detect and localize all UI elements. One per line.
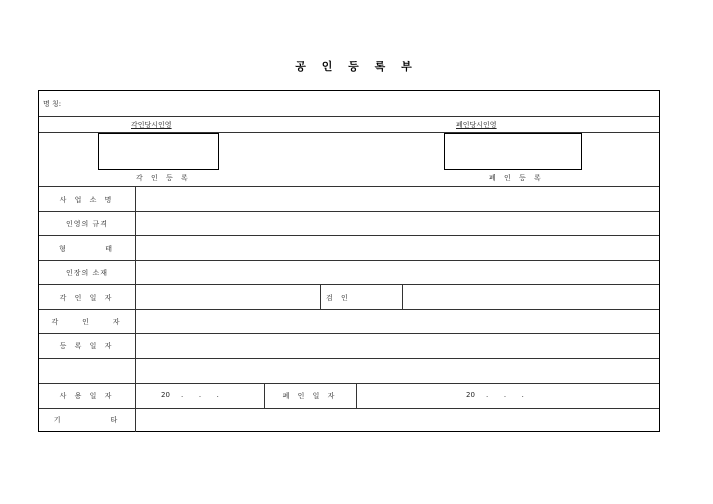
inspection-label: 검 인: [326, 294, 351, 302]
name-label: 명 칭:: [43, 100, 62, 108]
carved-seal-heading: 각인당시인영: [131, 121, 172, 129]
column-divider: [402, 284, 403, 309]
carved-seal-caption: 각 인 등 록: [136, 174, 191, 182]
other-label: 기 타: [53, 416, 121, 424]
divider: [39, 235, 659, 236]
abolished-seal-caption: 폐 인 등 록: [489, 174, 544, 182]
column-divider: [320, 284, 321, 309]
registry-form: [38, 90, 660, 432]
register-date-label: 등 록 일 자: [59, 342, 115, 350]
divider: [39, 383, 659, 384]
page-title: 공 인 등 록 부: [295, 60, 418, 73]
divider: [39, 116, 659, 117]
seal-location-label: 인장의 소재: [65, 269, 109, 277]
divider: [39, 309, 659, 310]
seal-spec-label: 인영의 규격: [65, 220, 109, 228]
divider: [39, 260, 659, 261]
divider: [39, 333, 659, 334]
abolished-seal-box[interactable]: [444, 133, 582, 170]
divider: [39, 186, 659, 187]
divider: [39, 211, 659, 212]
carver-label: 각 인 자: [51, 318, 123, 326]
divider: [39, 284, 659, 285]
abolish-date-label: 폐 인 일 자: [282, 392, 338, 400]
shape-label: 형 태: [58, 245, 116, 253]
business-name-label: 사 업 소 명: [59, 196, 115, 204]
carve-date-label: 각 인 일 자: [59, 294, 115, 302]
divider: [39, 358, 659, 359]
abolished-seal-heading: 폐인당시인영: [456, 121, 497, 129]
column-divider: [356, 383, 357, 408]
abolish-date-value[interactable]: 20 . . .: [466, 391, 524, 399]
use-date-label: 사 용 일 자: [59, 392, 115, 400]
divider: [39, 408, 659, 409]
use-date-value[interactable]: 20 . . .: [161, 391, 219, 399]
carved-seal-box[interactable]: [98, 133, 219, 170]
